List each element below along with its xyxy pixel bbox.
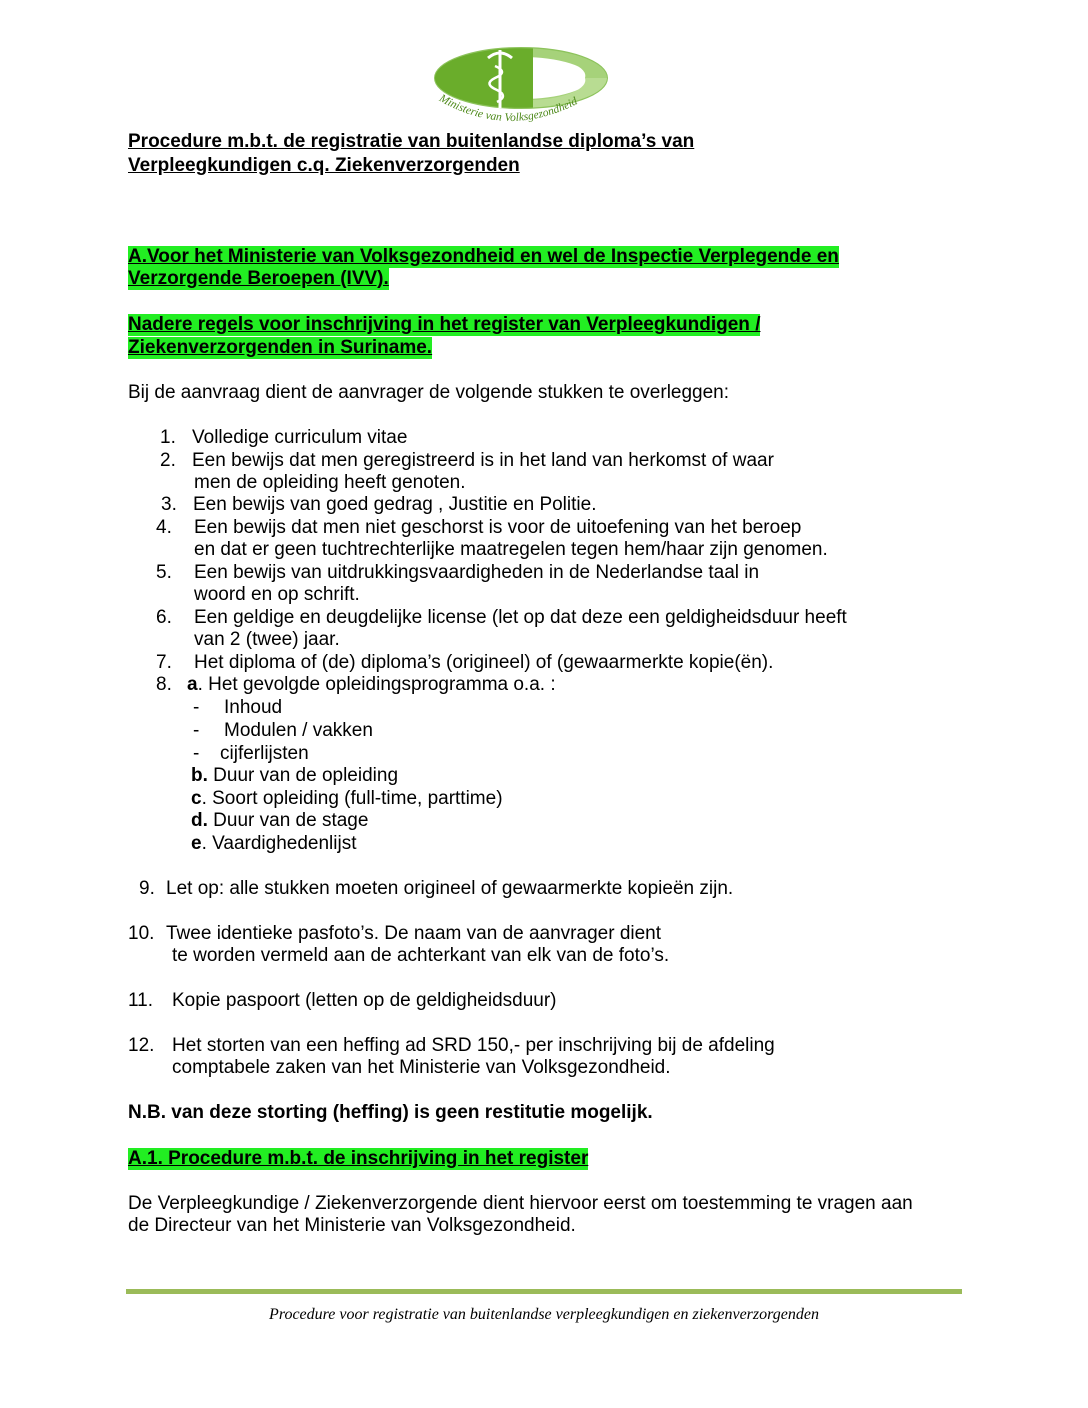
item-12-number: 12.	[128, 1035, 155, 1056]
item-8b-text: Duur van de opleiding	[207, 765, 399, 786]
item-8d-letter: d.	[191, 810, 208, 831]
item-12-continuation: comptabele zaken van het Ministerie van Volksgezondheid.	[172, 1057, 671, 1078]
item-8c-letter: c	[191, 788, 202, 809]
section-a-heading-line-1: A.Voor het Ministerie van Volksgezondheid en wel de Inspectie Verplegende en	[128, 246, 839, 267]
item-9-number: 9.	[139, 878, 155, 899]
item-6-text: Een geldige en deugdelijke license (let op dat deze een geldigheidsduur heeft	[194, 607, 847, 628]
item-8a	[187, 674, 556, 696]
footer-divider	[126, 1289, 962, 1294]
item-1-number: 1.	[160, 427, 176, 448]
logo-caption: Ministerie van Volksgezondheid	[437, 92, 580, 124]
item-8a-text: . Het gevolgde opleidingsprogramma o.a. :	[197, 674, 556, 695]
section-a1-heading: A.1. Procedure m.b.t. de inschrijving in het register	[128, 1148, 589, 1169]
sub-2-text: Modulen / vakken	[224, 720, 373, 741]
item-1-text: Volledige curriculum vitae	[192, 427, 408, 448]
item-3-number: 3.	[161, 494, 177, 515]
item-4-text: Een bewijs dat men niet geschorst is voor de uitoefening van het beroep	[194, 517, 802, 538]
item-7-text: Het diploma of (de) diploma’s (origineel) of (gewaarmerkte kopie(ën).	[194, 652, 774, 673]
item-4-continuation: en dat er geen tuchtrechterlijke maatregelen tegen hem/haar zijn genomen.	[194, 539, 828, 560]
closing-line-1: De Verpleegkundige / Ziekenverzorgende dient hiervoor eerst om toestemming te vragen aan	[128, 1193, 913, 1214]
item-2-text: Een bewijs dat men geregistreerd is in het land van herkomst of waar	[192, 450, 774, 471]
item-8c	[191, 788, 503, 810]
item-8c-text: . Soort opleiding (full-time, parttime)	[201, 788, 503, 809]
item-8d	[191, 810, 368, 832]
item-4-number: 4.	[156, 517, 172, 538]
item-2-continuation: men de opleiding heeft genoten.	[194, 472, 466, 493]
item-5-number: 5.	[156, 562, 172, 583]
item-6-number: 6.	[156, 607, 172, 628]
intro-text: Bij de aanvraag dient de aanvrager de volgende stukken te overleggen:	[128, 382, 730, 403]
item-11-number: 11.	[128, 990, 154, 1011]
item-11-text: Kopie paspoort (letten op de geldigheidsduur)	[172, 990, 557, 1011]
sub-3-text: cijferlijsten	[220, 743, 309, 764]
item-8e	[191, 833, 357, 855]
item-5-continuation: woord en op schrift.	[194, 584, 360, 605]
item-10-number: 10.	[128, 923, 155, 944]
item-10-text: Twee identieke pasfoto’s. De naam van de aanvrager dient	[166, 923, 662, 944]
item-8a-letter: a	[187, 674, 198, 695]
section-a-heading-line-2: Verzorgende Beroepen (IVV).	[128, 268, 389, 289]
rules-heading-line-2: Ziekenverzorgenden in Suriname.	[128, 337, 433, 358]
item-9-text: Let op: alle stukken moeten origineel of gewaarmerkte kopieën zijn.	[166, 878, 734, 899]
item-10-continuation: te worden vermeld aan de achterkant van elk van de foto’s.	[172, 945, 670, 966]
item-8-number: 8.	[156, 674, 172, 695]
sub-1-dash: -	[193, 697, 200, 718]
item-8e-letter: e	[191, 833, 202, 854]
title-line-2: Verpleegkundigen c.q. Ziekenverzorgenden	[128, 155, 520, 176]
closing-line-2: de Directeur van het Ministerie van Volksgezondheid.	[128, 1215, 576, 1236]
item-8b	[191, 765, 398, 787]
item-12-text: Het storten van een heffing ad SRD 150,- per inschrijving bij de afdeling	[172, 1035, 775, 1056]
sub-1-text: Inhoud	[224, 697, 283, 718]
footer-text: Procedure voor registratie van buitenlandse verpleegkundigen en ziekenverzorgenden	[269, 1306, 819, 1323]
item-7-number: 7.	[156, 652, 172, 673]
nb-notice: N.B. van deze storting (heffing) is geen restitutie mogelijk.	[128, 1102, 653, 1123]
sub-2-dash: -	[193, 720, 200, 741]
item-6-continuation: van 2 (twee) jaar.	[194, 629, 340, 650]
sub-3-dash: -	[193, 743, 200, 764]
item-5-text: Een bewijs van uitdrukkingsvaardigheden in de Nederlandse taal in	[194, 562, 760, 583]
item-3-text: Een bewijs van goed gedrag , Justitie en Politie.	[193, 494, 597, 515]
ministry-logo	[425, 42, 615, 134]
item-8e-text: . Vaardighedenlijst	[201, 833, 357, 854]
rules-heading-line-1: Nadere regels voor inschrijving in het register van Verpleegkundigen /	[128, 314, 761, 335]
item-2-number: 2.	[160, 450, 176, 471]
item-8b-letter: b.	[191, 765, 208, 786]
title-line-1: Procedure m.b.t. de registratie van buitenlandse diploma’s van	[128, 131, 695, 152]
item-8d-text: Duur van de stage	[207, 810, 369, 831]
